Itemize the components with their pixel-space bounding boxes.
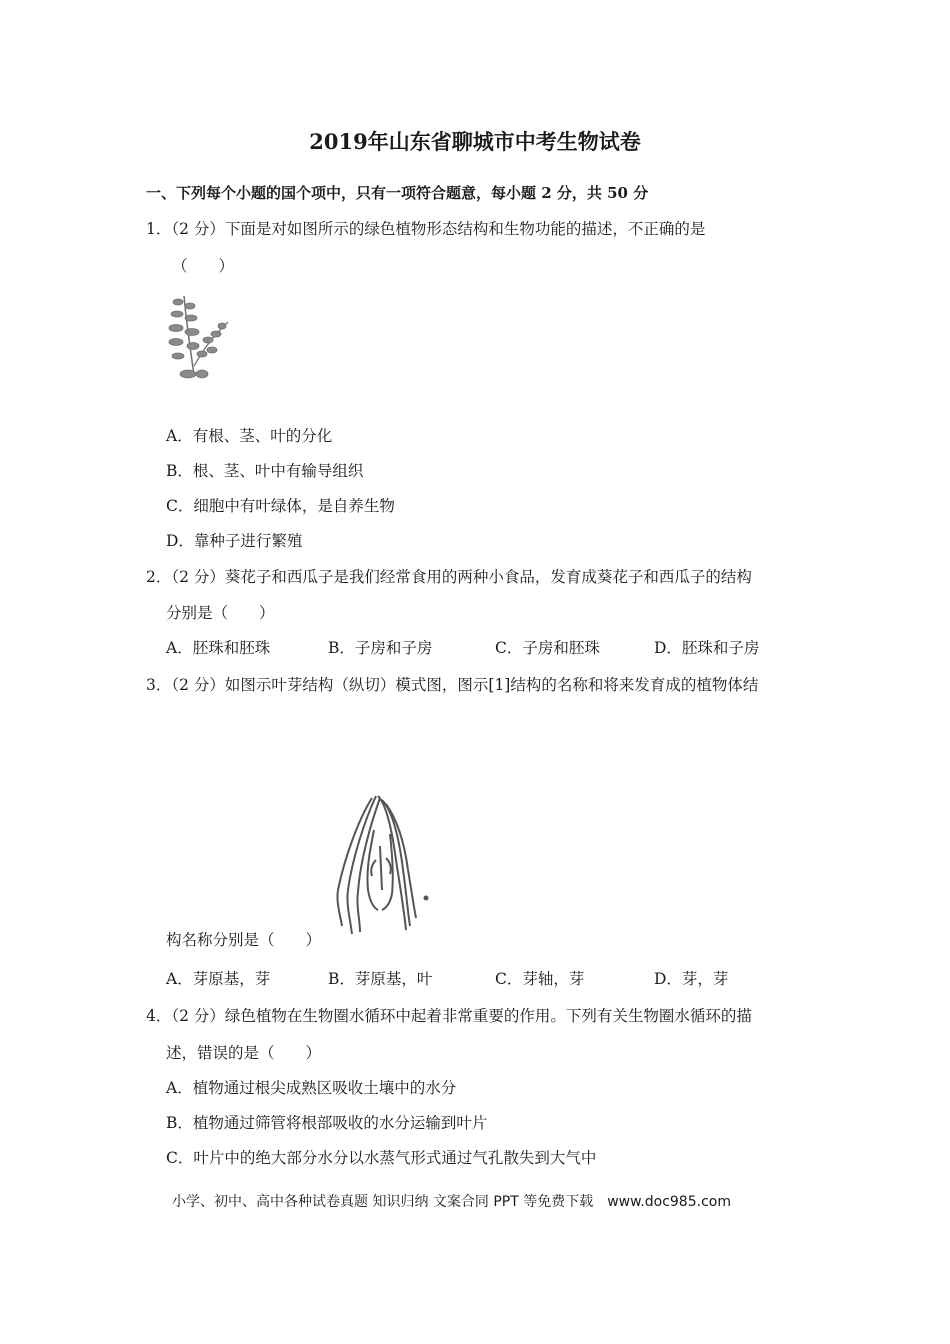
q2-option-d: D．胚珠和子房 xyxy=(654,639,760,657)
leaf-bud-diagram xyxy=(330,790,434,942)
question-4-text: 4．（2 分）绿色植物在生物圈水循环中起着非常重要的作用。下列有关生物圈水循环的描 xyxy=(146,1007,752,1025)
q1-option-b: B．根、茎、叶中有输导组织 xyxy=(166,462,364,480)
question-1-bracket: （ ） xyxy=(172,257,235,275)
q3-option-a: A．芽原基，芽 xyxy=(166,970,271,988)
section-heading: 一、下列每个小题的国个项中，只有一项符合题意，每小题 2 分，共 50 分 xyxy=(146,184,649,202)
q2-option-c: C．子房和胚珠 xyxy=(495,639,600,657)
page-footer: 小学、初中、高中各种试卷真题 知识归纳 文案合同 PPT 等免费下载 www.doc985.com xyxy=(172,1194,731,1210)
q4-option-c: C．叶片中的绝大部分水分以水蒸气形式通过气孔散失到大气中 xyxy=(166,1149,597,1167)
q3-option-c: C．芽轴，芽 xyxy=(495,970,585,988)
q4-option-b: B．植物通过筛管将根部吸收的水分运输到叶片 xyxy=(166,1114,488,1132)
q2-option-a: A．胚珠和胚珠 xyxy=(166,639,271,657)
q3-option-b: B．芽原基，叶 xyxy=(328,970,433,988)
q3-option-d: D．芽，芽 xyxy=(654,970,729,988)
question-1-text: 1．（2 分）下面是对如图所示的绿色植物形态结构和生物功能的描述，不正确的是 xyxy=(146,220,706,238)
q4-option-a: A．植物通过根尖成熟区吸收土壤中的水分 xyxy=(166,1079,457,1097)
q2-option-b: B．子房和子房 xyxy=(328,639,433,657)
page-title: 2019年山东省聊城市中考生物试卷 xyxy=(309,129,641,154)
question-2-bracket: 分别是（ ） xyxy=(166,604,275,622)
fern-plant-figure xyxy=(164,288,234,384)
question-3-bracket: 构名称分别是（ ） xyxy=(166,931,322,949)
q1-option-a: A．有根、茎、叶的分化 xyxy=(166,427,333,445)
question-3-text: 3．（2 分）如图示叶芽结构（纵切）模式图，图示[1]结构的名称和将来发育成的植物体结 xyxy=(146,676,759,694)
question-4-bracket: 述，错误的是（ ） xyxy=(166,1044,322,1062)
q1-option-d: D．靠种子进行繁殖 xyxy=(166,532,303,550)
question-2-text: 2．（2 分）葵花子和西瓜子是我们经常食用的两种小食品，发育成葵花子和西瓜子的结构 xyxy=(146,568,752,586)
q1-option-c: C．细胞中有叶绿体，是自养生物 xyxy=(166,497,395,515)
